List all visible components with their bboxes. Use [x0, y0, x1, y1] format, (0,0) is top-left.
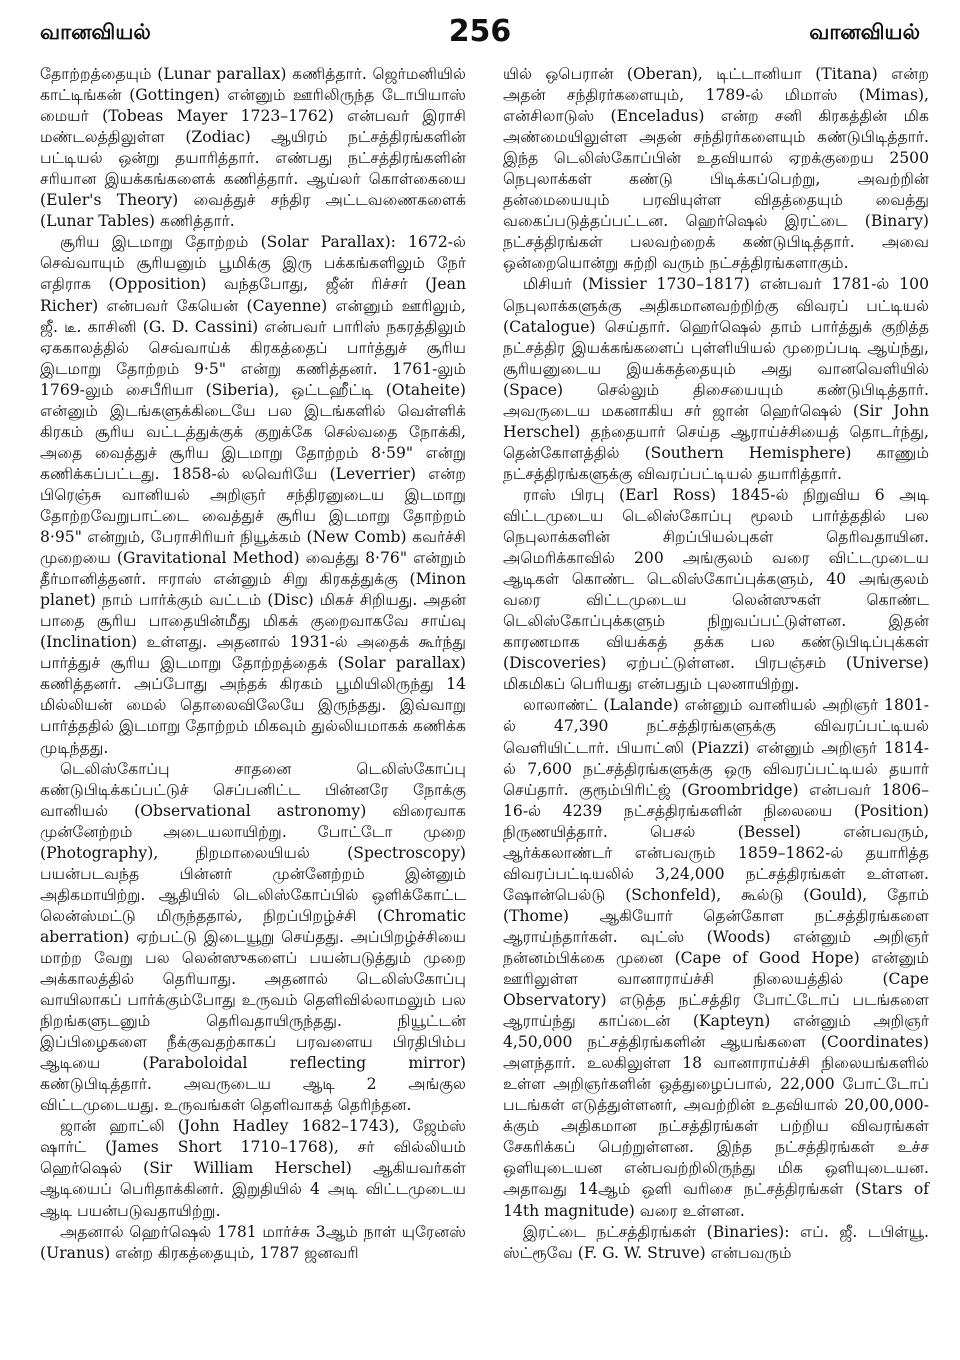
paragraph-messier: மிசியர் (Missier 1730–1817) என்பவர் 1781-ல் 100 நெபுலாக்களுக்கு அதிகமானவற்றிற்கு விவரப் பட்டியல் (Catalogue) செய்தார். ஹெர்ஷெல் தாம் பார்த்துக் குறித்த நட்சத்திர இயக்கங்களைப் புள்ளியியல் முறைப்படி ஆய்ந்து, சூரியனுடைய இயக்கத்தையும் அது வானவெளியில் (Space) செல்லும் திசையையும் கண்டுபிடித்தார். அவருடைய மகனாகிய சர் ஜான் ஹெர்ஷெல் (Sir John Herschel) தந்தையார் செய்த ஆராய்ச்சியைத் தொடர்ந்து, தென்கோளத்தில் (Southern Hemisphere) காணும் நட்சத்திரங்களுக்கு விவரப்பட்டியல் தயாரித்தார்.	[503, 275, 929, 483]
paragraph-lalande: லாலாண்ட் (Lalande) என்னும் வானியல் அறிஞர் 1801-ல் 47,390 நட்சத்திரங்களுக்கு விவரப்பட்டியல் வெளியிட்டார். பியாட்ஸி (Piazzi) என்னும் அறிஞர் 1814-ல் 7,600 நட்சத்திரங்களுக்கு ஒரு விவரப்பட்டியல் தயார் செய்தார். குரூம்பிரிட்ஜ் (Groombridge) என்பவர் 1806–16-ல் 4239 நட்சத்திரங்களின் நிலையை (Position) நிருணயித்தார். பெசல் (Bessel) என்பவரும், ஆர்க்கலாண்டர் என்பவரும் 1859–1862-ல் தயாரித்த விவரப்பட்டியலில் 3,24,000 நட்சத்திரங்கள் உள்ளன. ஷோன்பெல்டு (Schonfeld), கூல்டு (Gould), தோம் (Thome) ஆகியோர் தென்கோள நட்சத்திரங்களை ஆராய்ந்தார்கள். வுட்ஸ் (Woods) என்னும் அறிஞர் நன்னம்பிக்கை முனை (Cape of Good Hope) என்னும் ஊரிலுள்ள வானாராய்ச்சி நிலையத்தில் (Cape Observatory) எடுத்த நட்சத்திர போட்டோப் படங்களை ஆராய்ந்து காப்டைன் (Kapteyn) என்னும் அறிஞர் 4,50,000 நட்சத்திரங்களின் ஆயங்களை (Coordinates) அளந்தார். உலகிலுள்ள 18 வானாராய்ச்சி நிலையங்களில் உள்ள அறிஞர்களின் ஒத்துழைப்பால், 22,000 போட்டோப் படங்கள் எடுத்துள்ளனர், அவற்றின் உதவியால் 20,00,000-க்கும் அதிகமான நட்சத்திரங்கள் பற்றிய விவரங்கள் சேகரிக்கப் பெற்றுள்ளன. இந்த நட்சத்திரங்கள் உச்ச ஒளியுடையன என்பவற்றிலிருந்து மிக ஒளியுடையன. அதாவது 14ஆம் ஒளி வரிசை நட்சத்திரங்கள் (Stars of 14th magnitude) வரை உள்ளன.	[503, 696, 929, 1220]
running-head	[40, 14, 920, 54]
paragraph-telescope: டெலிஸ்கோப்பு சாதனை டெலிஸ்கோப்பு கண்டுபிடிக்கப்பட்டுச் செப்பனிட்ட பின்னரே நோக்கு வானியல் (Observational astronomy) விரைவாக முன்னேற்றம் அடையலாயிற்று. போட்டோ முறை (Photography), நிறமாலையியல் (Spectroscopy) பயன்படவந்த பின்னர் முன்னேற்றம் இன்னும் அதிகமாயிற்று. ஆதியில் டெலிஸ்கோப்பில் ஒளிக்கோட்ட லென்ஸ்மட்டு மிருந்ததால், நிறப்பிறழ்ச்சி (Chromatic aberration) ஏற்பட்டு இடையூறு செய்தது. அப்பிறழ்ச்சியை மாற்ற வேறு பல லென்ஸுகளைப் பயன்படுத்தும் முறை அக்காலத்தில் தெரியாது. அதனால் டெலிஸ்கோப்பு வாயிலாகப் பார்க்கும்போது உருவம் தெளிவில்லாமலும் பல நிறங்களுடனும் தெரிவதாயிருந்தது. நியூட்டன் இப்பிழைகளை நீக்குவதற்காகப் பரவளைய பிரதிபிம்ப ஆடியை (Paraboloidal reflecting mirror) கண்டுபிடித்தார். அவருடைய ஆடி 2 அங்குல விட்டமுடையது. உருவங்கள் தெளிவாகத் தெரிந்தன.	[40, 759, 466, 1115]
running-title-left: வானவியல்	[40, 20, 151, 44]
paragraph-hadley-short-herschel: ஜான் ஹாட்லி (John Hadley 1682–1743), ஜேம்ஸ் ஷார்ட் (James Short 1710–1768), சர் வில்லியம் ஹெர்ஷெல் (Sir William Herschel) ஆகியவர்கள் ஆடியைப் பெரிதாக்கினர். இறுதியில் 4 அடி விட்டமுடைய ஆடி பயன்படுவதாயிற்று.	[40, 1117, 466, 1220]
right-column	[503, 64, 929, 1264]
paragraph-lunar-tables: தோற்றத்தையும் (Lunar parallax) கணித்தார். ஜெர்மனியில் காட்டிங்கன் (Gottingen) என்னும் ஊரிலிருந்த டோபியாஸ் மையர் (Tobeas Mayer 1723–1762) என்பவர் இராசி மண்டலத்திலுள்ள (Zodiac) ஆயிரம் நட்சத்திரங்களின் பட்டியல் ஒன்று தயாரித்தார். எண்பது நட்சத்திரங்களின் சரியான இயக்கங்களைக் கணித்தார். ஆய்லர் கொள்கையை (Euler's Theory) வைத்துச் சந்திர அட்டவணைகளைக் (Lunar Tables) கணித்தார்.	[40, 65, 466, 231]
paragraph-earl-ross: ராஸ் பிரபு (Earl Ross) 1845-ல் நிறுவிய 6 அடி விட்டமுடைய டெலிஸ்கோப்பு மூலம் பார்த்ததில் பல நெபுலாக்களின் சிறப்பியல்புகள் தெரிவதாயின. அமெரிக்காவில் 200 அங்குலம் வரை விட்டமுடைய ஆடிகள் கொண்ட டெலிஸ்கோப்புக்களும், 40 அங்குலம் வரை விட்டமுடைய லென்ஸுகள் கொண்ட டெலிஸ்கோப்புக்களும் நிறுவப்பட்டுள்ளன. இதன் காரணமாக வியக்கத் தக்க பல கண்டுபிடிப்புக்கள் (Discoveries) ஏற்பட்டுள்ளன. பிரபஞ்சம் (Universe) மிகமிகப் பெரியது என்பதும் புலனாயிற்று.	[503, 485, 929, 694]
paragraph-uranus: அதனால் ஹெர்ஷெல் 1781 மார்ச்சு 3ஆம் நாள் யுரேனஸ் (Uranus) என்ற கிரகத்தையும், 1787 ஜனவரி	[40, 1222, 466, 1262]
paragraph-binaries: இரட்டை நட்சத்திரங்கள் (Binaries): எப். ஜீ. டபிள்யூ. ஸ்ட்ரூவே (F. G. W. Struve) என்பவரும்	[503, 1222, 929, 1262]
left-column	[40, 64, 466, 1264]
running-title-right: வானவியல்	[809, 20, 920, 44]
page-number: 256	[448, 14, 512, 49]
paragraph-oberon-titania: யில் ஒபெரான் (Oberan), டிட்டானியா (Titana) என்ற அதன் சந்திரர்களையும், 1789-ல் மிமாஸ் (Mimas), என்சிலாடுஸ் (Enceladus) என்ற சனி கிரகத்தின் மிக அண்மையிலுள்ள அதன் சந்திரர்களையும் கண்டுபிடித்தார். இந்த டெலிஸ்கோப்பின் உதவியால் ஏறக்குறைய 2500 நெபுலாக்கள் கண்டு பிடிக்கப்பெற்று, அவற்றின் தன்மையையும் பரவியுள்ள விதத்தையும் வைத்து வகைப்படுத்தப்பட்டன. ஹெர்ஷெல் இரட்டை (Binary) நட்சத்திரங்கள் பலவற்றைக் கண்டுபிடித்தார். அவை ஒன்றையொன்று சுற்றி வரும் நட்சத்திரங்களாகும்.	[503, 65, 929, 273]
paragraph-solar-parallax: சூரிய இடமாறு தோற்றம் (Solar Parallax): 1672-ல் செவ்வாயும் சூரியனும் பூமிக்கு இரு பக்கங்களிலும் நேர் எதிராக (Opposition) வந்தபோது, ஜீன் ரிச்சர் (Jean Richer) என்பவர் கேயென் (Cayenne) என்னும் ஊரிலும், ஜீ. டீ. காசினி (G. D. Cassini) என்பவர் பாரிஸ் நகரத்திலும் ஏககாலத்தில் செவ்வாய்க் கிரகத்தைப் பார்த்துச் சூரிய இடமாறு தோற்றம் 9·5" என்று கணித்தனர். 1761-லும் 1769-லும் சைபீரியா (Siberia), ஒட்டஹீட்டி (Otaheite) என்னும் இடங்களுக்கிடையே பல இடங்களில் வெள்ளிக் கிரகம் சூரிய வட்டத்துக்குக் குறுக்கே செல்வதை நோக்கி, அதை வைத்துச் சூரிய இடமாறு தோற்றம் 8·59" என்று கணிக்கப்பட்டது. 1858-ல் லவெரியே (Leverrier) என்ற பிரெஞ்சு வானியல் அறிஞர் சந்திரனுடைய இடமாறு தோற்றவேறுபாட்டை வைத்துச் சூரிய இடமாறு தோற்றம் 8·95" என்றும், பேராசிரியர் நியூக்கம் (New Comb) கவர்ச்சி முறையை (Gravitational Method) வைத்து 8·76" என்றும் தீர்மானித்தனர். ஈராஸ் என்னும் சிறு கிரகத்துக்கு (Minon planet) நாம் பார்க்கும் வட்டம் (Disc) மிகச் சிறியது. அதன் பாதை சூரிய பாதையின்மீது மிகக் குறைவாகவே சாய்வு (Inclination) உள்ளது. அதனால் 1931-ல் அதைக் கூர்ந்து பார்த்துச் சூரிய இடமாறு தோற்றத்தைக் (Solar parallax) கணித்தனர். அப்போது அந்தக் கிரகம் பூமியிலிருந்து 14 மில்லியன் மைல் தொலைவிலேயே இருந்தது. இவ்வாறு பார்த்ததில் இடமாறு தோற்றம் மிகவும் துல்லியமாகக் கணிக்க முடிந்தது.	[40, 233, 466, 757]
